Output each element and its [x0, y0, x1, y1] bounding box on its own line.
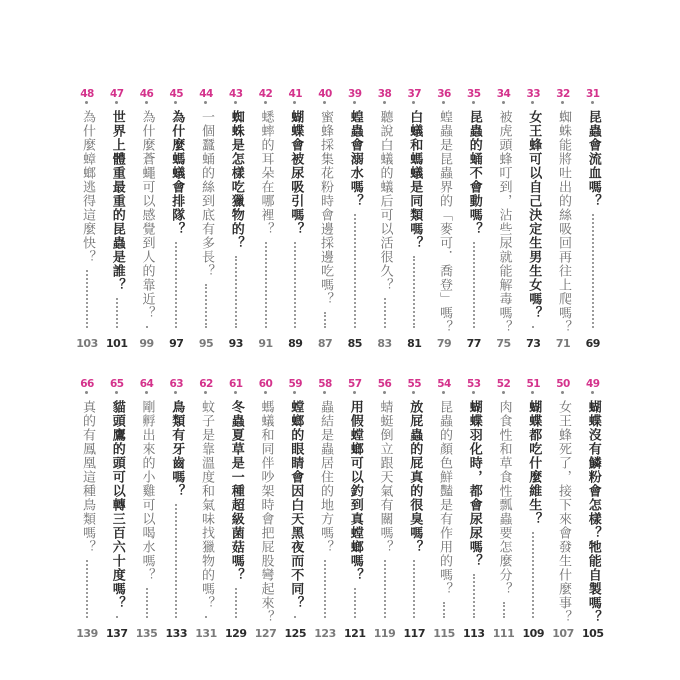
dot-leader: [116, 298, 118, 328]
number-dot: [174, 391, 177, 394]
entry-page-number: 117: [403, 627, 425, 640]
entry-title: 白蟻和螞蟻是同類嗎？: [407, 110, 423, 250]
entry-number: 62: [199, 378, 213, 390]
toc-entry[interactable]: [195, 88, 217, 350]
number-dot: [472, 101, 475, 104]
entry-page-number: 85: [347, 337, 362, 350]
entry-page-number: 97: [169, 337, 184, 350]
toc-entry[interactable]: [463, 88, 485, 350]
toc-entry[interactable]: [314, 88, 336, 350]
number-dot: [234, 101, 237, 104]
entry-page-number: 107: [552, 627, 574, 640]
entry-title: 蚊子是靠溫度和氣味找獵物的嗎？: [199, 400, 214, 610]
entry-number: 65: [109, 378, 124, 390]
number-dot: [323, 391, 326, 394]
entry-page-number: 77: [466, 337, 481, 350]
entry-title: 蜘蛛是怎樣吃獵物的？: [228, 110, 244, 250]
entry-number: 33: [526, 88, 541, 100]
dot-leader: [503, 602, 505, 618]
entry-number: 50: [556, 378, 570, 390]
entry-page-number: 119: [373, 627, 396, 640]
entry-title: 世界上體重最重的昆蟲是誰？: [109, 110, 125, 292]
toc-entry[interactable]: [493, 88, 515, 350]
number-dot: [145, 101, 148, 104]
entry-number: 63: [169, 378, 184, 390]
toc-entry[interactable]: [255, 378, 277, 640]
toc-entry[interactable]: [314, 378, 336, 640]
entry-number: 35: [466, 88, 481, 100]
number-dot: [115, 101, 118, 104]
number-dot: [85, 101, 88, 104]
number-dot: [174, 101, 177, 104]
entry-number: 41: [288, 88, 303, 100]
entry-page-number: 73: [526, 337, 541, 350]
entry-number: 54: [437, 378, 451, 390]
entry-title: 冬蟲夏草是一種超級菌菇嗎？: [228, 400, 244, 582]
entry-page-number: 95: [198, 337, 214, 350]
dot-leader: [175, 242, 177, 328]
number-dot: [502, 101, 505, 104]
toc-entry[interactable]: [225, 88, 247, 350]
number-dot: [502, 391, 505, 394]
dot-leader: [205, 616, 207, 618]
entry-number: 39: [347, 88, 362, 100]
entry-title: 蝴蝶都吃什麼維生？: [526, 400, 542, 526]
entry-number: 55: [407, 378, 422, 390]
entry-title: 蟲結是蟲居住的地方嗎？: [318, 400, 333, 554]
toc-entry[interactable]: [463, 378, 485, 640]
dot-leader: [532, 532, 534, 618]
entry-page-number: 83: [377, 337, 392, 350]
toc-entry[interactable]: [493, 378, 515, 640]
entry-title: 蜜蜂採集花粉時會邊採邊吃嗎？: [318, 110, 333, 306]
entry-title: 蝴蝶沒有鱗粉會怎樣？牠能自製嗎？: [585, 400, 601, 624]
toc-entry[interactable]: [374, 378, 396, 640]
entry-title: 螞蟻和同伴吵架時會把屁股彎起來？: [258, 400, 274, 624]
dot-leader: [473, 242, 475, 328]
number-dot: [204, 101, 207, 104]
dot-leader: [354, 214, 356, 328]
entry-page-number: 113: [463, 627, 485, 640]
dot-leader: [324, 312, 326, 328]
entry-title: 女王蜂死了，接下來會發生什麼事？: [556, 400, 571, 624]
number-dot: [412, 101, 415, 104]
toc-entry[interactable]: [344, 378, 366, 640]
entry-title: 為什麼螞蟻會排隊？: [169, 110, 185, 236]
toc-entry[interactable]: [522, 378, 544, 640]
dot-leader: [235, 256, 237, 328]
entry-title: 肉食性和草食性瓢蟲要怎麼分？: [496, 400, 512, 596]
dot-leader: [294, 242, 296, 328]
entry-page-number: 137: [106, 627, 128, 640]
entry-number: 40: [318, 88, 332, 100]
entry-number: 56: [377, 378, 392, 390]
number-dot: [85, 391, 88, 394]
toc-entry[interactable]: [582, 88, 604, 350]
entry-number: 66: [80, 378, 94, 390]
entry-page-number: 109: [522, 627, 544, 640]
entry-number: 57: [347, 378, 362, 390]
toc-entry[interactable]: [344, 88, 366, 350]
entry-number: 48: [80, 88, 94, 100]
dot-leader: [532, 326, 534, 328]
entry-page-number: 139: [76, 627, 98, 640]
entry-number: 60: [258, 378, 273, 390]
toc-entry[interactable]: [225, 378, 247, 640]
entry-number: 64: [139, 378, 154, 390]
entry-title: 蜻蜓倒立跟天氣有關嗎？: [377, 400, 393, 554]
entry-page-number: 81: [407, 337, 422, 350]
number-dot: [115, 391, 118, 394]
dot-leader: [146, 326, 148, 328]
entry-title: 貓頭鷹的頭可以轉三百六十度嗎？: [109, 400, 125, 610]
toc-top-section: [76, 88, 604, 350]
toc-entry[interactable]: [284, 378, 306, 640]
toc-entry[interactable]: [76, 88, 98, 350]
toc-entry[interactable]: [552, 378, 574, 640]
toc-entry[interactable]: [136, 378, 158, 640]
entry-number: 34: [496, 88, 511, 100]
number-dot: [353, 101, 356, 104]
toc-entry[interactable]: [165, 88, 187, 350]
dot-leader: [235, 588, 237, 618]
number-dot: [145, 391, 148, 394]
entry-page-number: 71: [555, 337, 571, 350]
entry-page-number: 131: [195, 627, 217, 640]
entry-number: 49: [585, 378, 600, 390]
entry-title: 剛孵出來的小雞可以喝水嗎？: [139, 400, 155, 582]
entry-title: 螳螂的眼睛會因白天黑夜而不同？: [288, 400, 304, 610]
entry-page-number: 125: [284, 627, 306, 640]
toc-entry[interactable]: [374, 88, 396, 350]
dot-leader: [473, 574, 475, 618]
entry-number: 42: [258, 88, 273, 100]
entry-page-number: 111: [492, 627, 515, 640]
dot-leader: [294, 616, 296, 618]
entry-number: 52: [496, 378, 511, 390]
entry-title: 放屁蟲的屁真的很臭嗎？: [407, 400, 423, 554]
entry-title: 昆蟲會流血嗎？: [585, 110, 601, 208]
entry-page-number: 123: [314, 627, 336, 640]
entry-title: 為什麼蒼蠅可以感覺到人的靠近？: [139, 110, 155, 320]
number-dot: [234, 391, 237, 394]
entry-title: 蝴蝶羽化時，都會尿尿嗎？: [466, 400, 482, 568]
number-dot: [204, 391, 207, 394]
toc-entry[interactable]: [433, 88, 455, 350]
entry-title: 女王蜂可以自己決定生男生女嗎？: [526, 110, 542, 320]
dot-leader: [413, 256, 415, 328]
dot-leader: [205, 284, 207, 328]
number-dot: [591, 101, 594, 104]
dot-leader: [384, 298, 386, 328]
entry-title: 蟋蟀的耳朵在哪裡？: [258, 110, 274, 236]
entry-page-number: 75: [496, 337, 511, 350]
toc-entry[interactable]: [403, 378, 425, 640]
number-dot: [293, 391, 296, 394]
dot-leader: [443, 602, 445, 618]
entry-number: 61: [228, 378, 243, 390]
number-dot: [264, 391, 267, 394]
entry-number: 51: [526, 378, 541, 390]
number-dot: [531, 101, 534, 104]
entry-number: 44: [199, 88, 213, 100]
entry-title: 被虎頭蜂叮到，沾些尿就能解毒嗎？: [496, 110, 512, 334]
toc-entry[interactable]: [106, 378, 128, 640]
entry-number: 53: [466, 378, 481, 390]
entry-title: 聽說白蟻的蟻后可以活很久？: [377, 110, 393, 292]
entry-number: 31: [585, 88, 600, 100]
entry-page-number: 91: [258, 337, 273, 350]
dot-leader: [324, 560, 326, 618]
entry-title: 蝗蟲會溺水嗎？: [347, 110, 363, 208]
toc-entry[interactable]: [106, 88, 128, 350]
number-dot: [383, 101, 386, 104]
entry-page-number: 105: [582, 627, 604, 640]
toc-entry[interactable]: [195, 378, 217, 640]
dot-leader: [592, 214, 594, 328]
entry-page-number: 115: [433, 627, 455, 640]
entry-page-number: 129: [225, 627, 247, 640]
toc-entry[interactable]: [165, 378, 187, 640]
entry-title: 昆蟲的顏色鮮豔是有作用的嗎？: [437, 400, 452, 596]
toc-bottom-section: [76, 378, 604, 640]
number-dot: [442, 391, 445, 394]
entry-title: 蜘蛛能將吐出的絲吸回再往上爬嗎？: [556, 110, 571, 334]
entry-number: 46: [139, 88, 154, 100]
dot-leader: [413, 560, 415, 618]
number-dot: [383, 391, 386, 394]
number-dot: [323, 101, 326, 104]
entry-page-number: 79: [436, 337, 452, 350]
toc-entry[interactable]: [255, 88, 277, 350]
entry-number: 38: [377, 88, 392, 100]
toc-entry[interactable]: [552, 88, 574, 350]
entry-number: 45: [169, 88, 184, 100]
entry-number: 59: [288, 378, 303, 390]
dot-leader: [175, 504, 177, 618]
entry-title: 蝴蝶會被尿吸引嗎？: [288, 110, 304, 236]
number-dot: [531, 391, 534, 394]
entry-page-number: 103: [76, 337, 98, 350]
number-dot: [591, 391, 594, 394]
entry-title: 一個蠶蛹的絲到底有多長？: [199, 110, 214, 278]
number-dot: [472, 391, 475, 394]
dot-leader: [86, 560, 88, 618]
number-dot: [264, 101, 267, 104]
entry-title: 用假螳螂可以釣到真螳螂嗎？: [347, 400, 363, 582]
toc-entry[interactable]: [433, 378, 455, 640]
toc-entry[interactable]: [284, 88, 306, 350]
toc-entry[interactable]: [136, 88, 158, 350]
entry-number: 32: [556, 88, 570, 100]
entry-number: 36: [437, 88, 451, 100]
entry-title: 蝗蟲是昆蟲界的「麥可．喬登」嗎？: [437, 110, 452, 334]
entry-number: 43: [228, 88, 243, 100]
toc-entry[interactable]: [403, 88, 425, 350]
number-dot: [561, 101, 564, 104]
entry-number: 47: [109, 88, 124, 100]
entry-page-number: 121: [344, 627, 366, 640]
number-dot: [442, 101, 445, 104]
dot-leader: [265, 242, 267, 328]
entry-page-number: 133: [165, 627, 187, 640]
toc-entry[interactable]: [522, 88, 544, 350]
dot-leader: [116, 616, 118, 618]
entry-page-number: 99: [139, 337, 154, 350]
entry-title: 真的有鳳凰這種鳥類嗎？: [80, 400, 95, 554]
number-dot: [353, 391, 356, 394]
entry-page-number: 87: [317, 337, 333, 350]
entry-page-number: 101: [106, 337, 128, 350]
entry-title: 昆蟲的蛹不會動嗎？: [466, 110, 482, 236]
entry-page-number: 93: [228, 337, 243, 350]
entry-number: 58: [318, 378, 332, 390]
dot-leader: [86, 270, 88, 328]
entry-number: 37: [407, 88, 422, 100]
number-dot: [293, 101, 296, 104]
entry-page-number: 135: [135, 627, 158, 640]
entry-title: 為什麼蟑螂逃得這麼快？: [80, 110, 95, 264]
entry-page-number: 127: [254, 627, 277, 640]
entry-page-number: 89: [288, 337, 303, 350]
dot-leader: [354, 588, 356, 618]
toc-entry[interactable]: [582, 378, 604, 640]
dot-leader: [146, 588, 148, 618]
entry-page-number: 69: [585, 337, 600, 350]
dot-leader: [384, 560, 386, 618]
number-dot: [412, 391, 415, 394]
toc-entry[interactable]: [76, 378, 98, 640]
entry-title: 鳥類有牙齒嗎？: [169, 400, 185, 498]
number-dot: [561, 391, 564, 394]
